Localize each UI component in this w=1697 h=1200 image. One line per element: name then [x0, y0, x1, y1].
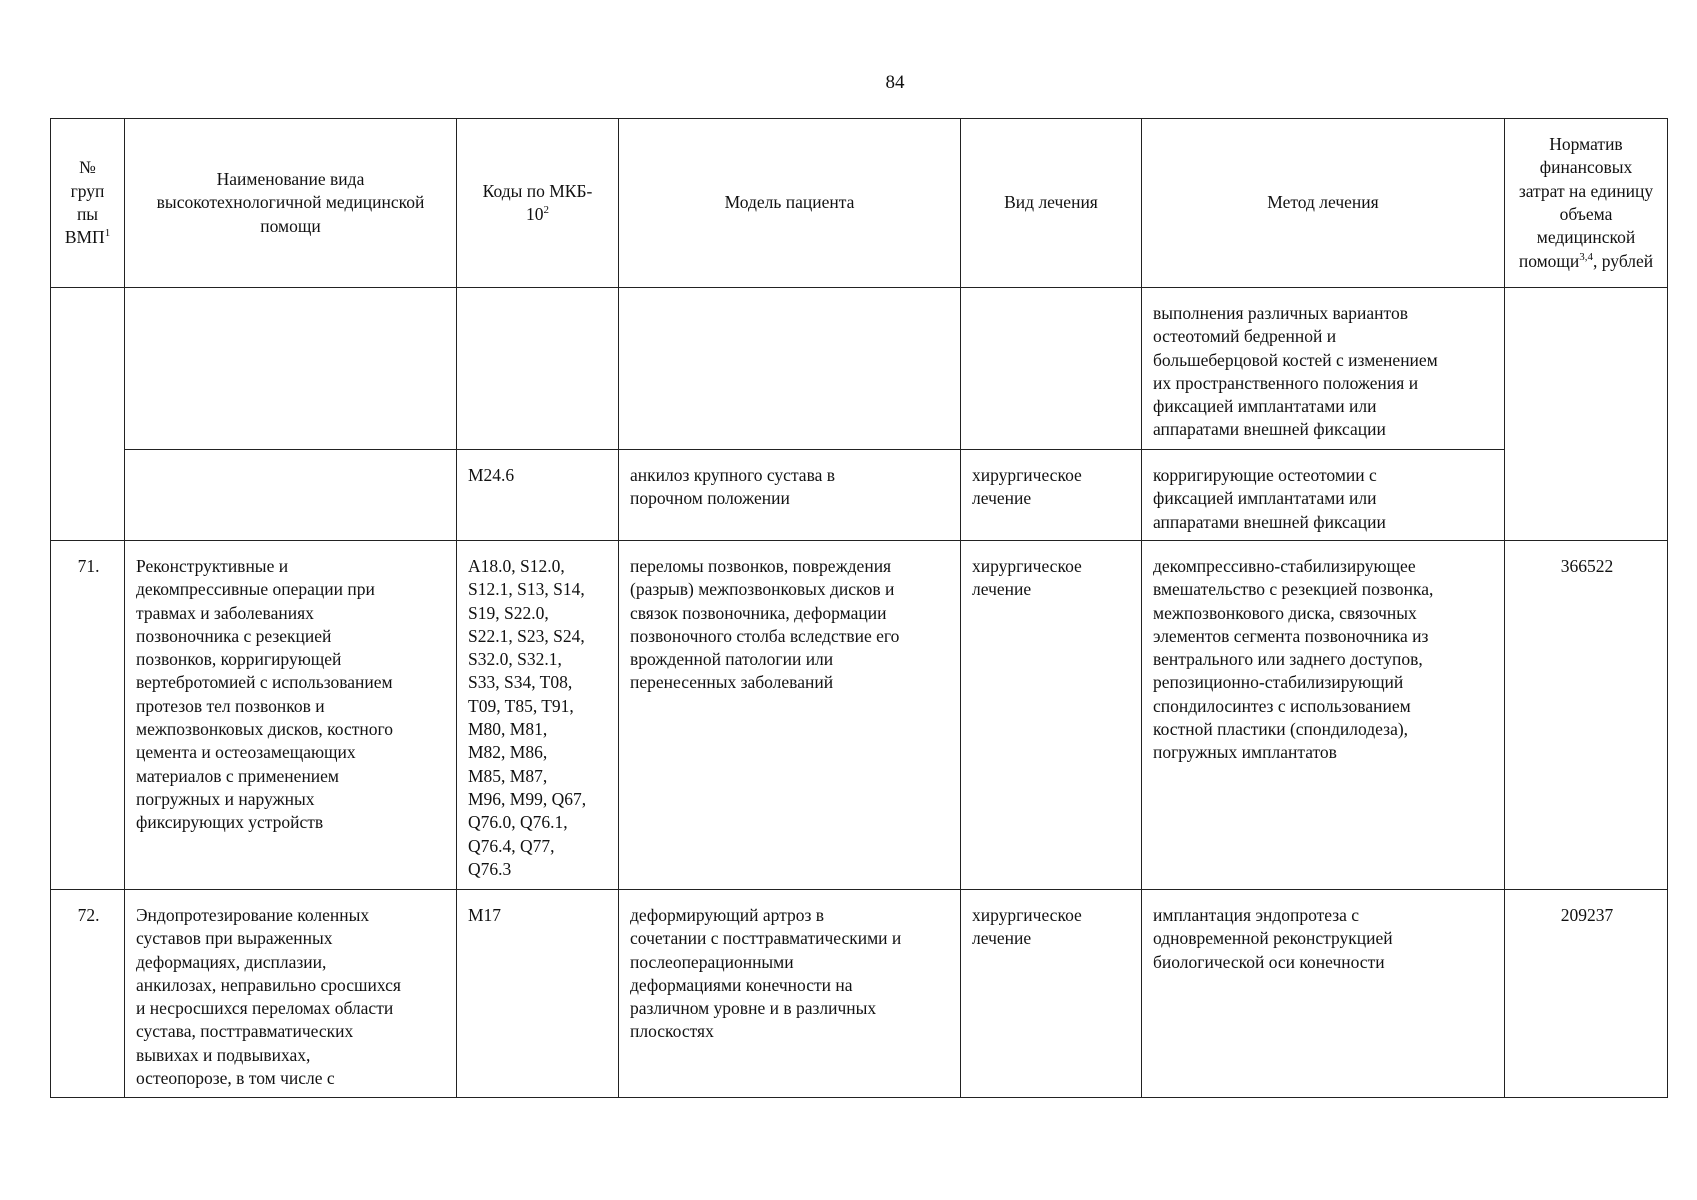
treatment-method-cell: декомпрессивно-стабилизирующее вмешательство с резекцией позвонка, межпозвонкового диска, связочных элементов сегмента позвоночника из вентрального или заднего доступов, репозиционно-стабилизирующий спондилосинтез с использованием костной пластики (спондилодеза), погружных имплантатов [1142, 541, 1505, 890]
table-body [51, 288, 1668, 1098]
page-number: 84 [885, 72, 905, 93]
group-number-cell: 72. [51, 890, 125, 1098]
care-name-cell: Эндопротезирование коленных суставов при выраженных деформациях, дисплазии, анкилозах, неправильно сросшихся и несросшихся переломах области сустава, посттравматических вывихах и подвывихах, остеопорозе, в том числе с [125, 890, 457, 1098]
header-care-name: Наименование вида высокотехнологичной медицинской помощи [125, 119, 457, 288]
header-group-number: № груп пы ВМП$^1$ [51, 119, 125, 288]
icd-codes-cell: M24.6 [457, 450, 619, 541]
care-name-cell: Реконструктивные и декомпрессивные операции при травмах и заболеваниях позвоночника с резекцией позвонков, корригирующей вертебротомией с использованием протезов тел позвонков и межпозвонковых дисков, костного цемента и остеозамещающих материалов с применением погружных и наружных фиксирующих устройств [125, 541, 457, 890]
patient-model-cell: переломы позвонков, повреждения (разрыв) межпозвонковых дисков и связок позвоночника, деформации позвоночного столба вследствие его врожденной патологии или перенесенных заболеваний [619, 541, 961, 890]
icd-codes-cell [457, 288, 619, 450]
group-number-cell: 71. [51, 541, 125, 890]
header-row [51, 119, 1668, 288]
treatment-method-cell: корригирующие остеотомии с фиксацией имплантатами или аппаратами внешней фиксации [1142, 450, 1505, 541]
table-row [51, 450, 1668, 541]
icd-codes-cell: M17 [457, 890, 619, 1098]
treatment-type-cell [961, 288, 1142, 450]
cost-cell: 209237 [1505, 890, 1668, 1098]
table-row [51, 288, 1668, 450]
icd-codes-cell: A18.0, S12.0, S12.1, S13, S14, S19, S22.0, S22.1, S23, S24, S32.0, S32.1, S33, S34, T08, T09, T85, T91, M80, M81, M82, M86, M85, M87, M96, M99, Q67, Q76.0, Q76.1, Q76.4, Q77, Q76.3 [457, 541, 619, 890]
header-patient-model: Модель пациента [619, 119, 961, 288]
cost-cell: 366522 [1505, 541, 1668, 890]
cost-cell [1505, 288, 1668, 541]
table-header [51, 119, 1668, 288]
treatment-type-cell: хирургическое лечение [961, 450, 1142, 541]
treatment-method-cell: имплантация эндопротеза с одновременной реконструкцией биологической оси конечности [1142, 890, 1505, 1098]
treatment-type-cell: хирургическое лечение [961, 890, 1142, 1098]
group-number-cell [51, 288, 125, 541]
table-row [51, 541, 1668, 890]
patient-model-cell: деформирующий артроз в сочетании с посттравматическими и послеоперационными деформациями конечности на различном уровне и в различных плоскостях [619, 890, 961, 1098]
vmp-table [50, 118, 1668, 1098]
header-treatment-type: Вид лечения [961, 119, 1142, 288]
treatment-type-cell: хирургическое лечение [961, 541, 1142, 890]
table-row [51, 890, 1668, 1098]
header-cost-norm: Норматив финансовых затрат на единицу объема медицинской помощи$^{3,4}$, рублей [1505, 119, 1668, 288]
header-icd-codes: Коды по МКБ- $10^2$ [457, 119, 619, 288]
header-treatment-method: Метод лечения [1142, 119, 1505, 288]
care-name-cell [125, 288, 457, 450]
care-name-cell [125, 450, 457, 541]
treatment-method-cell: выполнения различных вариантов остеотомий бедренной и большеберцовой костей с изменением их пространственного положения и фиксацией имплантатами или аппаратами внешней фиксации [1142, 288, 1505, 450]
patient-model-cell: анкилоз крупного сустава в порочном положении [619, 450, 961, 541]
patient-model-cell [619, 288, 961, 450]
